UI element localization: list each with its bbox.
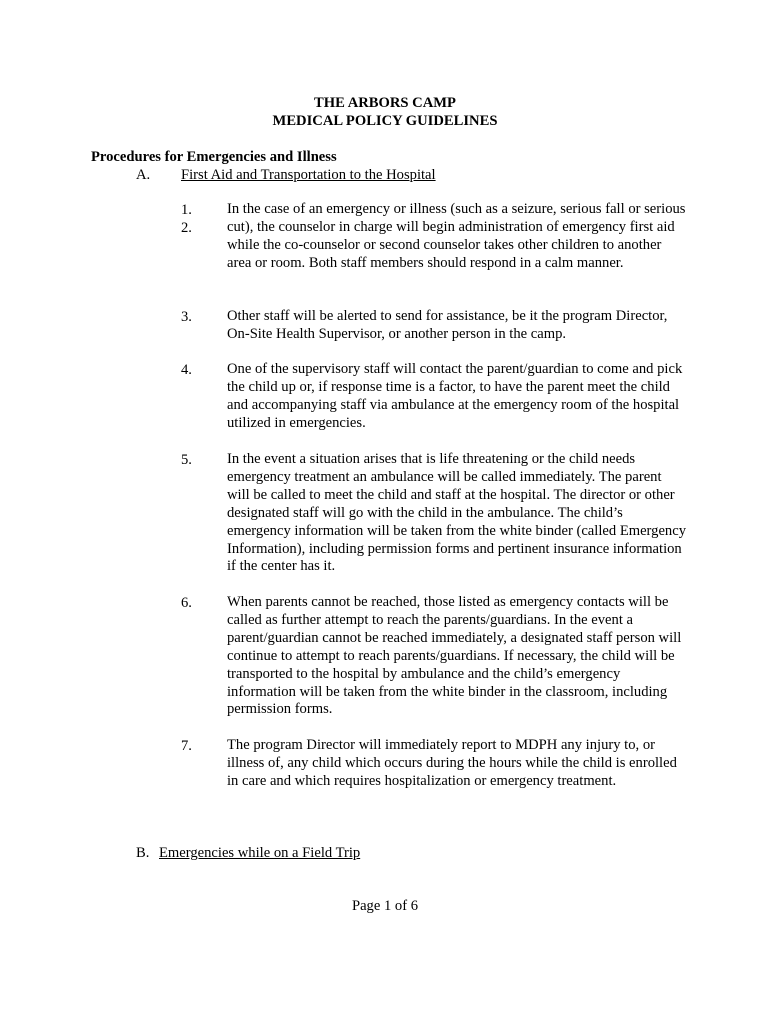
list-item: Other staff will be alerted to send for assistance, be it the program Director, On-Site Health Supervisor, or another person in the camp. (227, 308, 668, 342)
subsection-a-heading (136, 166, 436, 184)
subsection-a-letter: A. (136, 167, 151, 183)
item-number: 2. (181, 220, 192, 236)
subsection-b-title: Emergencies while on a Field Trip (159, 845, 361, 861)
item-number: 6. (181, 595, 192, 611)
document-subtitle: MEDICAL POLICY GUIDELINES (272, 113, 498, 129)
item-number: 3. (181, 309, 192, 325)
subsection-b-letter: B. (136, 845, 150, 861)
subsection-a-title: First Aid and Transportation to the Hospital (181, 167, 436, 183)
item-number: 1. (181, 202, 192, 218)
list-item: The program Director will immediately report to MDPH any injury to, or illness of, any child which occurs during the hours while the child is enrolled in care and which requires hospitalization or emergency treatment. (227, 737, 677, 789)
document-title: THE ARBORS CAMP (314, 95, 456, 111)
item-number: 4. (181, 362, 192, 378)
list-item: In the event a situation arises that is life threatening or the child needs emergency treatment an ambulance will be called immediately. The parent will be called to meet the child and staff at the hospital. The director or other designated staff will go with the child in the ambulance. The child’s emergency information will be taken from the white binder (called Emergency Information), including permission forms and pertinent insurance information if the center has it. (227, 451, 686, 575)
list-item: One of the supervisory staff will contact the parent/guardian to come and pick the child up or, if response time is a factor, to have the parent meet the child and accompanying staff via ambulance at the emergency room of the hospital utilized in emergencies. (227, 361, 683, 431)
list-item: In the case of an emergency or illness (such as a seizure, serious fall or serious cut), the counselor in charge will begin administration of emergency first aid while the co-counselor or second counselor takes other children to another area or room. Both staff members should respond in a calm manner. (227, 201, 686, 271)
section-heading: Procedures for Emergencies and Illness (91, 149, 337, 165)
list-item: When parents cannot be reached, those listed as emergency contacts will be called as further attempt to reach the parents/guardians. In the event a parent/guardian cannot be reached immediately, a designated staff person will continue to attempt to reach parents/guardians. If necessary, the child will be transported to the hospital by ambulance and the child’s emergency information will be taken from the white binder in the classroom, including permission forms. (227, 594, 682, 718)
item-number: 7. (181, 738, 192, 754)
page-number: Page 1 of 6 (351, 898, 419, 914)
item-number: 5. (181, 452, 192, 468)
subsection-b-heading (136, 844, 360, 862)
